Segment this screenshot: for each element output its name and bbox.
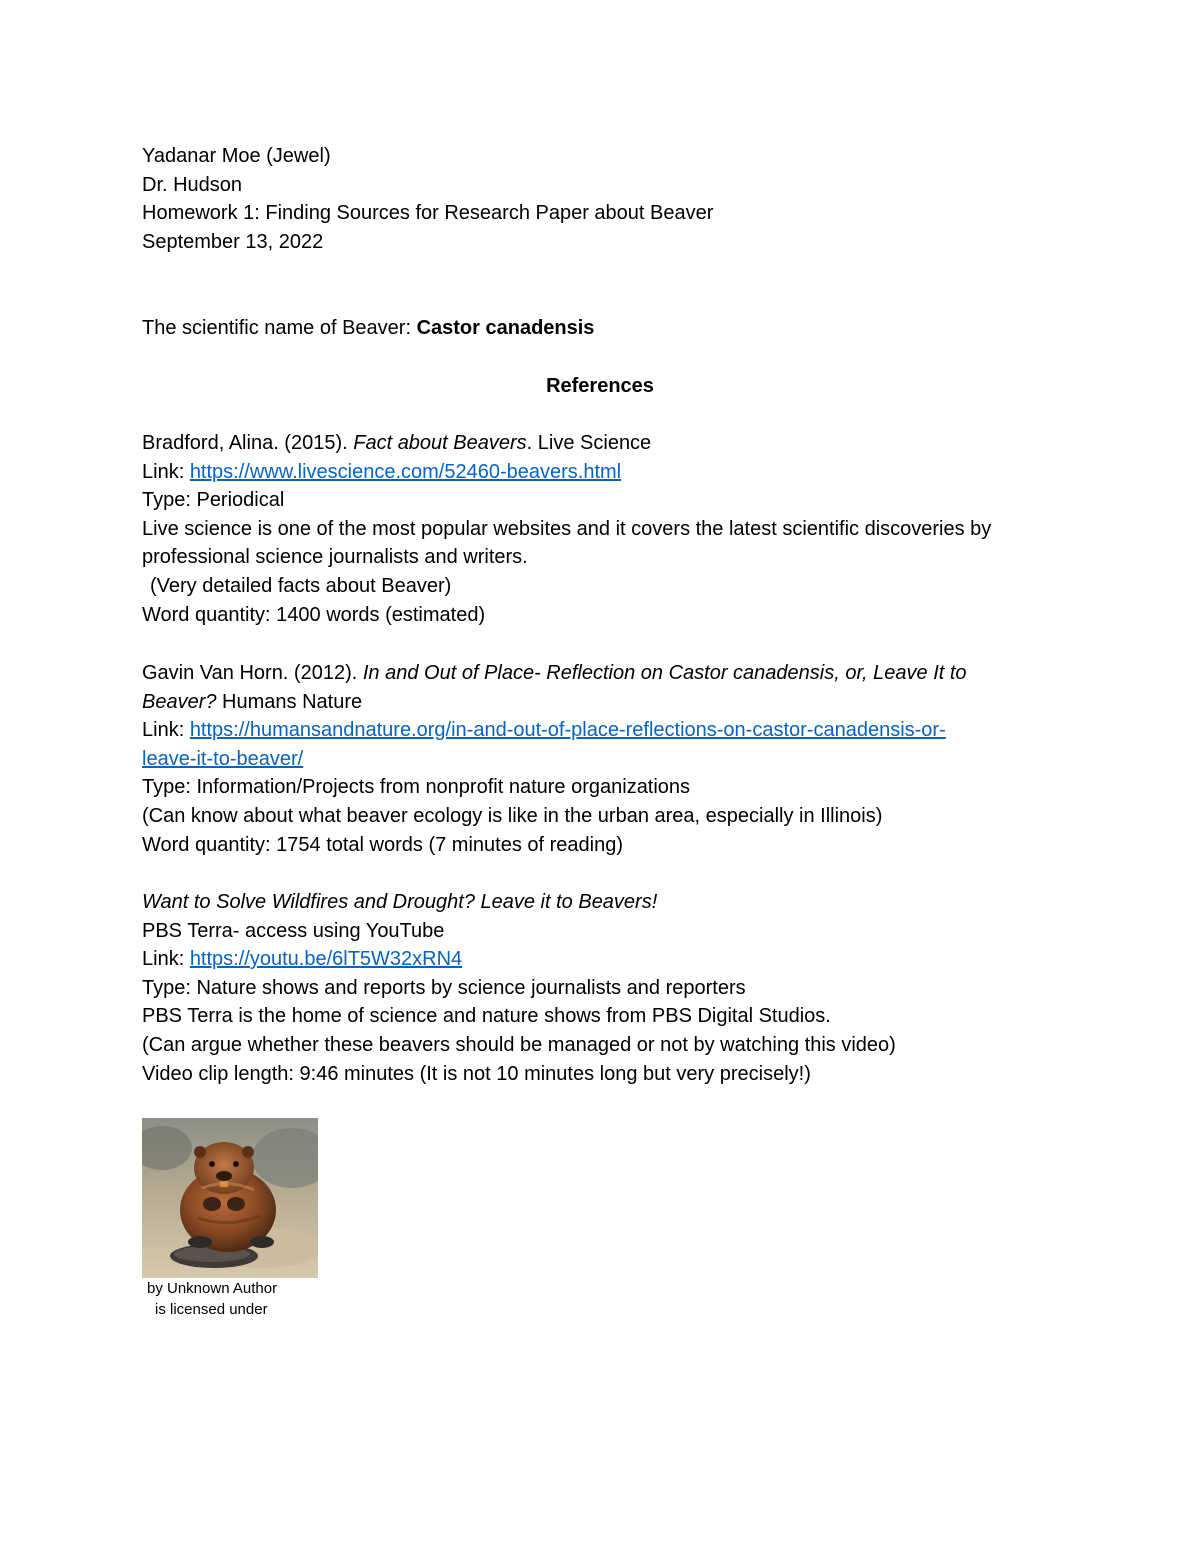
ref3-link[interactable]: https://youtu.be/6lT5W32xRN4	[189, 948, 463, 971]
ref1-type: Type: Periodical	[142, 489, 285, 512]
ref1-note: (Very detailed facts about Beaver)	[150, 574, 452, 597]
document-header	[142, 142, 1072, 256]
ref3-source: PBS Terra- access using YouTube	[142, 919, 445, 942]
ref1-description-line-1: Live science is one of the most popular websites and it covers the latest scientific discoveries by	[142, 517, 992, 540]
ref3-description: PBS Terra is the home of science and nature shows from PBS Digital Studios.	[142, 1005, 831, 1028]
scientific-name-label: The scientific name of Beaver:	[142, 317, 417, 339]
ref2-title-line-1: In and Out of Place- Reflection on Castor canadensis, or, Leave It to	[362, 662, 967, 684]
ref2-link-line-2[interactable]: leave-it-to-beaver/	[142, 747, 304, 770]
reference-1	[142, 429, 1072, 629]
reference-3	[142, 888, 1072, 1088]
beaver-photo	[142, 1118, 318, 1278]
ref3-type: Type: Nature shows and reports by science journalists and reporters	[142, 976, 746, 999]
beaver-illustration	[142, 1118, 318, 1278]
references-heading-wrap	[142, 372, 1058, 401]
scientific-name-line	[142, 314, 1072, 343]
instructor-name: Dr. Hudson	[142, 173, 243, 196]
ref2-link-label: Link:	[142, 719, 190, 742]
ref2-author: Gavin Van Horn. (2012).	[142, 662, 363, 684]
image-caption-line-1: by Unknown Author	[147, 1280, 278, 1297]
ref1-description-line-2: professional science journalists and writers.	[142, 546, 528, 569]
image-caption-line-2: is licensed under	[155, 1301, 268, 1318]
ref2-link-line-1[interactable]: https://humansandnature.org/in-and-out-of-place-reflections-on-castor-canadensis-or-	[189, 719, 946, 742]
ref3-title: Want to Solve Wildfires and Drought? Leave it to Beavers!	[142, 891, 658, 913]
ref2-note: (Can know about what beaver ecology is like in the urban area, especially in Illinois)	[142, 804, 883, 827]
assignment-title: Homework 1: Finding Sources for Research Paper about Beaver	[142, 202, 714, 225]
ref1-author: Bradford, Alina. (2015).	[142, 432, 354, 454]
ref1-link-label: Link:	[142, 460, 190, 483]
ref2-title-line-2: Beaver?	[142, 690, 217, 713]
ref2-word-quantity: Word quantity: 1754 total words (7 minutes of reading)	[142, 833, 623, 856]
scientific-name-value: Castor canadensis	[416, 317, 595, 339]
ref1-link[interactable]: https://www.livescience.com/52460-beavers.html	[189, 460, 622, 483]
author-name: Yadanar Moe (Jewel)	[142, 145, 331, 167]
references-heading: References	[546, 375, 654, 397]
ref2-publisher: Humans Nature	[216, 690, 363, 713]
ref3-link-label: Link:	[142, 948, 190, 971]
ref1-title: Fact about Beavers	[353, 432, 527, 454]
ref1-publisher: . Live Science	[526, 432, 652, 454]
ref2-type: Type: Information/Projects from nonprofit nature organizations	[142, 776, 691, 799]
ref1-word-quantity: Word quantity: 1400 words (estimated)	[142, 603, 486, 626]
reference-2	[142, 659, 1072, 859]
ref3-video-length: Video clip length: 9:46 minutes (It is not 10 minutes long but very precisely!)	[142, 1062, 811, 1085]
document-date: September 13, 2022	[142, 230, 324, 253]
ref3-note: (Can argue whether these beavers should be managed or not by watching this video)	[142, 1033, 896, 1056]
